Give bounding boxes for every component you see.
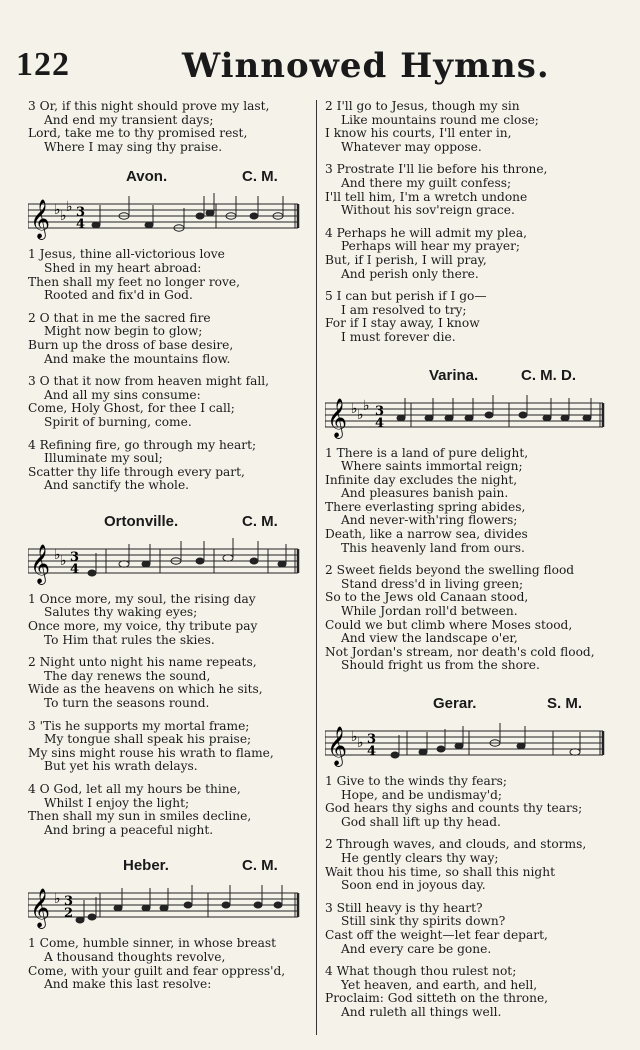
stanza-line: He gently clears thy way; bbox=[341, 850, 499, 865]
stanza-line: For if I stay away, I know bbox=[325, 316, 480, 331]
stanza-line: And sanctify the whole. bbox=[44, 478, 190, 493]
stanza-line: Salutes thy waking eyes; bbox=[44, 605, 198, 620]
svg-text:♭: ♭ bbox=[357, 406, 364, 423]
stanza-line: Come, Holy Ghost, for thee I call; bbox=[28, 401, 235, 416]
svg-text:♭: ♭ bbox=[54, 891, 61, 908]
stanza-line: Yet heaven, and earth, and hell, bbox=[341, 977, 538, 992]
stanza bbox=[325, 290, 615, 344]
stanza-line: 4 O God, let all my hours be thine, bbox=[28, 782, 241, 796]
stanza-line: Soon end in joyous day. bbox=[341, 878, 486, 893]
stanza-line: And end my transient days; bbox=[44, 112, 214, 127]
hymn-meter: C. M. bbox=[242, 857, 278, 875]
stanza bbox=[325, 447, 615, 556]
stanza-line: Proclaim: God sitteth on the throne, bbox=[325, 991, 549, 1006]
stanza-line: And pleasures banish pain. bbox=[341, 486, 509, 501]
stanza-line: 1 Come, humble sinner, in whose breast bbox=[28, 936, 276, 951]
stanza-line: To turn the seasons round. bbox=[44, 696, 210, 711]
hymn-name: Avon. bbox=[126, 168, 168, 186]
stanza-line: 2 O that in me the sacred fire bbox=[28, 310, 211, 325]
stanza-line: Once more, my voice, thy tribute pay bbox=[28, 619, 258, 634]
stanza-line: Come, with your guilt and fear oppress'd, bbox=[28, 963, 286, 978]
svg-text:♭: ♭ bbox=[54, 546, 61, 563]
stanza-line: But, if I perish, I will pray, bbox=[325, 252, 487, 267]
svg-text:♭: ♭ bbox=[351, 400, 358, 417]
stanza-line: God hears thy sighs and counts thy tears; bbox=[325, 801, 583, 816]
stanza-line: 2 Night unto night his name repeats, bbox=[28, 655, 257, 670]
stanza-line: Stand dress'd in living green; bbox=[341, 576, 524, 591]
stanza-line: And there my guilt confess; bbox=[341, 175, 512, 190]
stanza-line: Perhaps will hear my prayer; bbox=[341, 239, 521, 254]
stanza-line: Where saints immortal reign; bbox=[341, 459, 523, 474]
stanza-line: Scatter thy life through every part, bbox=[28, 464, 245, 479]
stanza-line: God shall lift up thy head. bbox=[341, 814, 501, 829]
stanza-line: Not Jordan's stream, nor death's cold flood, bbox=[325, 644, 595, 659]
svg-text:♭: ♭ bbox=[363, 397, 370, 414]
stanza bbox=[325, 100, 615, 154]
music-staff bbox=[28, 535, 300, 593]
stanza-line: 1 There is a land of pure delight, bbox=[325, 445, 529, 460]
svg-text:♭: ♭ bbox=[60, 208, 67, 225]
stanza-line: And ruleth all things well. bbox=[341, 1004, 502, 1019]
stanza-line: Infinite day excludes the night, bbox=[325, 472, 518, 487]
stanza bbox=[28, 593, 310, 647]
stanza bbox=[325, 838, 615, 892]
stanza bbox=[28, 375, 310, 429]
stanza-line: 3 O that it now from heaven might fall, bbox=[28, 374, 270, 389]
stanza-line: 1 Give to the winds thy fears; bbox=[325, 774, 507, 788]
hymn-heading bbox=[28, 513, 310, 535]
stanza bbox=[28, 439, 310, 493]
stanza-line: Shed in my heart abroad: bbox=[44, 260, 202, 275]
stanza bbox=[325, 775, 615, 829]
stanza bbox=[325, 163, 615, 217]
stanza-line: And perish only there. bbox=[341, 266, 479, 281]
stanza-line: I must forever die. bbox=[341, 329, 456, 344]
hymn-meter: C. M. bbox=[242, 168, 278, 186]
stanza-line: Death, like a narrow sea, divides bbox=[325, 527, 528, 542]
stanza-line: 4 What though thou rulest not; bbox=[325, 964, 517, 979]
stanza-line: While Jordan roll'd between. bbox=[341, 604, 518, 619]
stanza-line: I'll tell him, I'm a wretch undone bbox=[325, 189, 528, 204]
stanza bbox=[28, 720, 310, 774]
svg-text:4: 4 bbox=[367, 744, 377, 759]
stanza-line: Spirit of burning, come. bbox=[44, 414, 192, 429]
stanza-line: And all my sins consume: bbox=[44, 387, 201, 402]
svg-text:♭: ♭ bbox=[54, 202, 61, 219]
hymn-meter: S. M. bbox=[547, 695, 583, 712]
stanza-line: Wait thou his time, so shall this night bbox=[325, 864, 555, 879]
stanza bbox=[28, 937, 310, 991]
stanza-line: And make this last resolve: bbox=[44, 977, 212, 992]
stanza-line: So to the Jews old Canaan stood, bbox=[325, 590, 529, 605]
svg-text:3: 3 bbox=[64, 894, 74, 910]
stanza bbox=[325, 227, 615, 281]
stanza bbox=[325, 902, 615, 956]
hymn-heading bbox=[28, 168, 310, 190]
stanza-line: 1 Once more, my soul, the rising day bbox=[28, 591, 256, 606]
hymn-name: Heber. bbox=[123, 857, 169, 875]
stanza-line: Burn up the dross of base desire, bbox=[28, 337, 234, 352]
music-staff bbox=[325, 389, 605, 447]
stanza-line: Whatever may oppose. bbox=[341, 139, 482, 154]
svg-text:3: 3 bbox=[367, 732, 377, 747]
stanza-line: There everlasting spring abides, bbox=[325, 499, 526, 514]
stanza-line: And make the mountains flow. bbox=[44, 351, 231, 366]
hymn-meter: C. M. D. bbox=[521, 366, 576, 384]
stanza-line: I am resolved to try; bbox=[341, 302, 467, 317]
stanza-line: Might now begin to glow; bbox=[44, 324, 203, 339]
stanza-line: Still sink thy spirits down? bbox=[341, 914, 506, 929]
svg-text:𝄞: 𝄞 bbox=[30, 543, 51, 584]
stanza-line: Rooted and fix'd in God. bbox=[44, 288, 193, 303]
stanza-line: But yet his wrath delays. bbox=[44, 759, 198, 774]
stanza-line: Lord, take me to thy promised rest, bbox=[28, 126, 248, 141]
stanza-line: A thousand thoughts revolve, bbox=[44, 949, 226, 964]
svg-text:𝄞: 𝄞 bbox=[30, 199, 51, 240]
stanza-line: My tongue shall speak his praise; bbox=[44, 732, 252, 747]
stanza-line: 3 Still heavy is thy heart? bbox=[325, 900, 483, 915]
stanza-line: 2 Sweet fields beyond the swelling flood bbox=[325, 563, 575, 578]
stanza-line: My sins might rouse his wrath to flame, bbox=[28, 745, 274, 760]
svg-text:♭: ♭ bbox=[351, 729, 358, 745]
stanza-line: 5 I can but perish if I go— bbox=[325, 289, 487, 304]
stanza-line: To Him that rules the skies. bbox=[44, 632, 215, 647]
stanza bbox=[28, 100, 310, 154]
music-staff bbox=[325, 717, 605, 775]
page-title: Winnowed Hymns. bbox=[182, 46, 550, 86]
svg-text:4: 4 bbox=[70, 561, 80, 577]
stanza-line: I know his courts, I'll enter in, bbox=[325, 126, 512, 141]
stanza-line: Cast off the weight—let fear depart, bbox=[325, 927, 548, 942]
music-staff bbox=[28, 879, 300, 937]
stanza-line: 3 Prostrate I'll lie before his throne, bbox=[325, 162, 548, 177]
stanza-line: 4 Perhaps he will admit my plea, bbox=[325, 225, 527, 240]
stanza-line: Could we but climb where Moses stood, bbox=[325, 617, 573, 632]
stanza bbox=[28, 783, 310, 837]
svg-text:4: 4 bbox=[375, 415, 385, 431]
svg-text:♭: ♭ bbox=[60, 552, 67, 569]
stanza bbox=[28, 312, 310, 366]
hymn-heading bbox=[325, 695, 615, 717]
stanza-line: 1 Jesus, thine all-victorious love bbox=[28, 247, 225, 262]
column-divider bbox=[316, 100, 317, 1035]
stanza-line: 3 'Tis he supports my mortal frame; bbox=[28, 718, 250, 733]
svg-text:♭: ♭ bbox=[357, 735, 364, 751]
stanza-line: 3 Or, if this night should prove my last, bbox=[28, 99, 270, 113]
stanza-line: Hope, and be undismay'd; bbox=[341, 787, 503, 802]
svg-text:𝄞: 𝄞 bbox=[327, 397, 348, 438]
hymn-meter: C. M. bbox=[242, 512, 278, 530]
stanza-line: And bring a peaceful night. bbox=[44, 822, 214, 837]
stanza-line: 2 Through waves, and clouds, and storms, bbox=[325, 837, 587, 852]
stanza-line: And never-with'ring flowers; bbox=[341, 513, 518, 528]
stanza-line: This heavenly land from ours. bbox=[341, 540, 525, 555]
stanza bbox=[28, 656, 310, 710]
hymn-name: Ortonville. bbox=[104, 512, 179, 530]
left-column bbox=[28, 100, 310, 992]
hymn-name: Varina. bbox=[429, 366, 479, 384]
page-number: 122 bbox=[16, 46, 70, 83]
svg-text:3: 3 bbox=[375, 403, 385, 419]
stanza bbox=[325, 564, 615, 673]
stanza-line: And view the landscape o'er, bbox=[341, 631, 518, 646]
svg-text:4: 4 bbox=[76, 217, 86, 233]
hymn-heading bbox=[325, 367, 615, 389]
svg-text:2: 2 bbox=[64, 906, 74, 922]
right-column bbox=[325, 100, 615, 1020]
stanza bbox=[28, 248, 310, 302]
stanza-line: Illuminate my soul; bbox=[44, 451, 163, 466]
stanza-line: Whilst I enjoy the light; bbox=[44, 795, 190, 810]
stanza-line: Like mountains round me close; bbox=[341, 112, 539, 127]
stanza-line: 2 I'll go to Jesus, though my sin bbox=[325, 99, 520, 113]
svg-text:3: 3 bbox=[76, 205, 86, 221]
hymn-name: Gerar. bbox=[433, 695, 477, 712]
svg-text:𝄞: 𝄞 bbox=[30, 888, 51, 929]
stanza-line: Wide as the heavens on which he sits, bbox=[28, 682, 263, 697]
svg-text:3: 3 bbox=[70, 549, 80, 565]
stanza-line: The day renews the sound, bbox=[44, 668, 211, 683]
music-staff bbox=[28, 190, 300, 248]
stanza-line: Should fright us from the shore. bbox=[341, 658, 540, 673]
stanza-line: Where I may sing thy praise. bbox=[44, 139, 223, 154]
stanza bbox=[325, 965, 615, 1019]
stanza-line: 4 Refining fire, go through my heart; bbox=[28, 437, 257, 452]
stanza-line: Then shall my sun in smiles decline, bbox=[28, 809, 252, 824]
hymn-heading bbox=[28, 857, 310, 879]
svg-text:♭: ♭ bbox=[66, 199, 73, 216]
stanza-line: Then shall my feet no longer rove, bbox=[28, 274, 240, 289]
svg-text:𝄞: 𝄞 bbox=[327, 726, 348, 766]
stanza-line: And every care be gone. bbox=[341, 941, 492, 956]
stanza-line: Without his sov'reign grace. bbox=[341, 203, 515, 218]
